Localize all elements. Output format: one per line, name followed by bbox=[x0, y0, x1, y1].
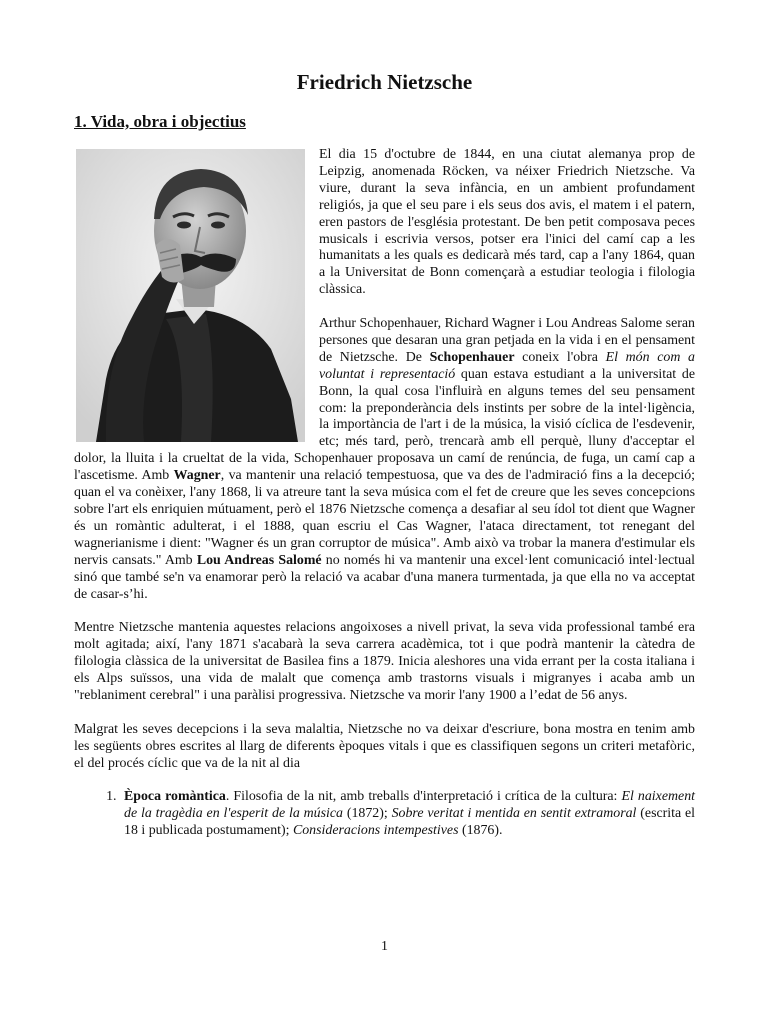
italic-work-title: Consideracions intempestives bbox=[292, 823, 459, 839]
document-title: Friedrich Nietzsche bbox=[296, 70, 473, 94]
text-segment: , va mantenir una relació tempestuosa, que va des de l'admiració fins a la decepció; quan el va conèixer, l'any 1868, li va atreure tant la seva música com el fet de creure que les seves concepcions sobre l'art els enriquien mútuament, però el 1876 Nietzsche comença a desafiar al seu ídol tot dient que Wagner és un romàntic adulterat, i el 1888, quan escriu el Cas Wagner, l'ataca directament, tot renegant del wagnerianisme i dient: "Wagner és un gran corruptor de música". Amb això va trobar la manera d'estimular els nervis cansats." Amb bbox=[74, 468, 695, 568]
portrait-photo-icon bbox=[76, 149, 305, 442]
italic-work-title: El món com a voluntat i representació bbox=[319, 349, 695, 382]
body-text bbox=[74, 147, 695, 840]
list-item-romantic-period bbox=[120, 789, 695, 840]
document-page bbox=[74, 0, 695, 1024]
text-segment: no només hi va mantenir una excel·lent comunicació intel·lectual sinó que també se'n va enamorar però la relació va acabar d'una manera turmentada, ja que ella no va acceptat de casar-s’hi. bbox=[74, 552, 695, 602]
text-segment: quan estava estudiant a la universitat de Bonn, la qual cosa l'influirà en alguns temes del seu pensament com: la preponderància dels instints per sobre de la intel·ligència, la importància de l'art i de la música, la visió cíclica de l'esdevenir, etc; més tard, però, trencarà amb ell perquè, lluny d'acceptar el dolor, la lluita i la crueltat de la vida, Schopenhauer proposava un camí de renúncia, de fuga, un camí cap a l'ascetisme. Amb bbox=[74, 366, 695, 484]
italic-work-title: Sobre veritat i mentida en sentit extramoral bbox=[391, 806, 637, 822]
periods-list bbox=[74, 789, 695, 840]
bold-wagner: Wagner bbox=[173, 468, 221, 484]
section-heading: 1. Vida, obra i objectius bbox=[74, 112, 246, 131]
text-segment: coneix l'obra bbox=[514, 349, 606, 365]
text-segment: . Filosofia de la nit, amb treballs d'interpretació i crítica de la cultura: bbox=[225, 789, 622, 805]
text-segment: Arthur Schopenhauer, Richard Wagner i Lou Andreas Salome seran persones que desaran una gran petjada en la vida i en el pensament de Nietzsche. De bbox=[319, 316, 695, 365]
paragraph-professional-life: Mentre Nietzsche mantenia aquestes relacions angoixoses a nivell privat, la seva vida professional també era molt agitada; així, l'any 1871 s'acabarà la seva carrera acadèmica, tot i que podrà mantenir la càtedra de filologia clàssica de la universitat de Basilea fins a 1879. Inicia aleshores una vida errant per la costa italiana i els Alps suïssos, una vida de malalt que comença amb trastorns visuals i migranyes i acaba amb un "reblaniment cerebral" i una paràlisi progressiva. Nietzsche va morir l'any 1900 a l’edat de 56 anys. bbox=[74, 620, 695, 703]
page-number: 1 bbox=[381, 939, 388, 954]
text-segment: (1872); bbox=[342, 806, 392, 822]
text-segment: (escrita el 18 i publicada postumament); bbox=[124, 806, 696, 839]
bold-schopenhauer: Schopenhauer bbox=[429, 349, 515, 365]
bold-lou-andreas-salome: Lou Andreas Salomé bbox=[196, 552, 322, 568]
text-segment: (1876). bbox=[458, 823, 503, 839]
period-name: Època romàntica bbox=[124, 789, 226, 805]
paragraph-works-intro: Malgrat les seves decepcions i la seva malaltia, Nietzsche no va deixar d'escriure, bona mostra en tenim amb les següents obres escrites al llarg de diferents èpoques vitals i que es classifiquen segons un criteri metafòric, el del procés cíclic que va de la nit al dia bbox=[74, 721, 695, 771]
italic-work-title: El naixement de la tragèdia en l'esperit de la música bbox=[124, 789, 696, 822]
paragraph-birth: El dia 15 d'octubre de 1844, en una ciutat alemanya prop de Leipzig, anomenada Röcken, va néixer Friedrich Nietzsche. Va viure, durant la seva infància, en un ambient profundament religiós, ja que el seu pare i els seus dos avis, el matem i el patern, eren pastors de l'església protestant. De ben petit composava peces musicals i escrivia versos, potser era l'inici del camí cap a les humanitats a les quals es dedicarà més tard, cap a l'any 1864, quan a la Universitat de Bonn començarà a estudiar teologia i filologia clàssica. bbox=[319, 147, 695, 298]
